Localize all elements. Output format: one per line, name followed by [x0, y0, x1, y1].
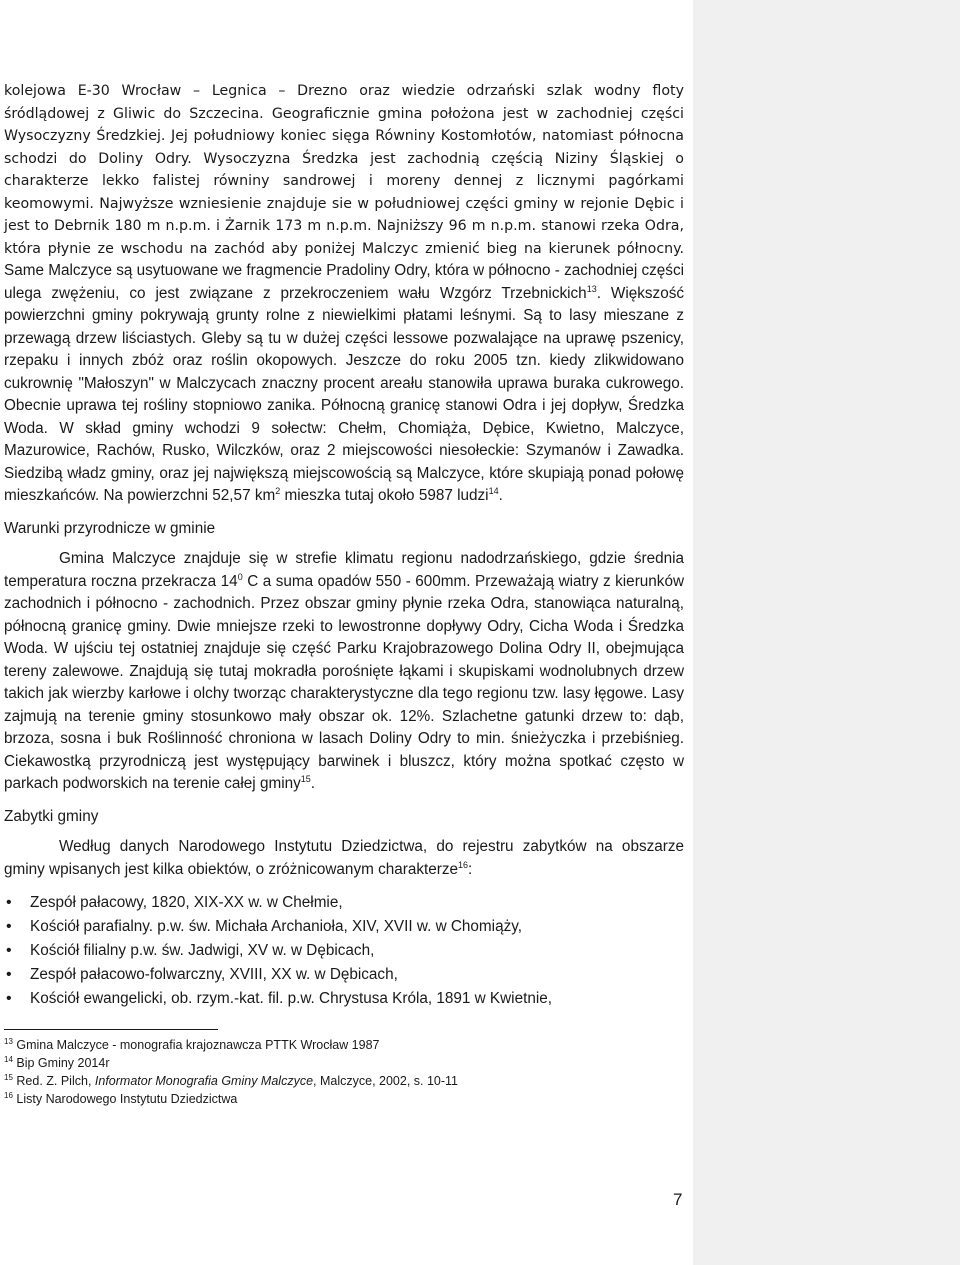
paragraph-text: .	[498, 487, 503, 504]
footnote-text: , Malczyce, 2002, s. 10-11	[313, 1074, 459, 1088]
footnote-separator	[4, 1029, 218, 1030]
paragraph-text: Wysoczyzna Średzka jest zachodnią częścią Niziny Śląskiej o charakterze lekko falistej równiny sandrowej i moreny dennej z licznymi pagórkami keomowymi. Najwyższe wzniesienie znajduje sie w południowej części gminy w rejonie Dębic i jest to Debrnik 180 m n.p.m. i Żarnik 173 m n.p.m. Najniższy 96 m n.p.m. stanowi rzeka Odra, która płynie ze wschodu na zachód aby poniżej Malczyc zmienić bieg na kierunek północny.	[4, 150, 684, 257]
footnote-number: 14	[4, 1054, 13, 1064]
footnote-ref: 16	[458, 859, 469, 870]
paragraph-text: kolejowa E-30 Wrocław – Legnica – Drezno oraz wiedzie odrzański szlak wodny floty śródlądowej z Gliwic do Szczecina. Geograficznie gmina położona jest w zachodniej części Wysoczyzny Średzkiej. Jej południowy koniec sięga Równiny Kostomłotów, natomiast północna schodzi do Doliny Odry.	[4, 83, 684, 167]
footnote	[4, 1072, 684, 1090]
paragraph-text: Same Malczyce są usytuowane we fragmencie Pradoliny Odry, która w północno - zachodniej części ulega zwężeniu, co jest związane z przekroczeniem wału Wzgórz Trzebnickich	[4, 262, 684, 302]
list-item: • Kościół filialny p.w. św. Jadwigi, XV w. w Dębicach,	[4, 939, 684, 963]
section-heading: Warunki przyrodnicze w gminie	[4, 519, 216, 537]
paragraph-text: :	[468, 860, 473, 878]
footnote	[4, 1090, 684, 1108]
paragraph-nature	[4, 548, 684, 796]
paragraph-geography	[4, 80, 684, 508]
comment-sidebar	[693, 0, 960, 1265]
list-item: • Kościół ewangelicki, ob. rzym.-kat. fil. p.w. Chrystusa Króla, 1891 w Kwietnie,	[4, 987, 684, 1011]
footnote-number: 16	[4, 1090, 13, 1100]
footnote-ref: 13	[586, 283, 597, 294]
footnote-number: 15	[4, 1072, 13, 1082]
list-item: • Kościół parafialny. p.w. św. Michała Archanioła, XIV, XVII w. w Chomiąży,	[4, 915, 684, 939]
section-heading: Zabytki gminy	[4, 807, 99, 825]
paragraph-text: Według danych Narodowego Instytutu Dziedzictwa, do rejestru zabytków na obszarze gminy wpisanych jest kilka obiektów, o zróżnicowanym charakterze	[4, 838, 684, 878]
paragraph-text: . Większość powierzchni gminy pokrywają grunty rolne z niewielkimi płatami leśnymi. Są to lasy mieszane z przewagą drzew liściastych. Gleby są tu w dużej części lessowe pozwalające na uprawę pszenicy, rzepaku i innych zbóż oraz roślin okopowych. Jeszcze do roku 2005 tzn. kiedy zlikwidowano cukrownię "Małoszyn" w Malczycach znaczny procent areału stanowiła uprawa buraka cukrowego. Obecnie uprawa tej rośliny stopniowo zanika. Północną granicę stanowi Odra i jej dopływ, Średzka Woda. W skład gminy wchodzi 9 sołectw: Chełm, Chomiąża, Dębice, Kwietno, Malczyce, Mazurowice, Rachów, Rusko, Wilczków, oraz 2 miejscowości niesołeckie: Szymanów i Zawadka. Siedzibą władz gminy, oraz jej największą miejscowością są Malczyce, które skupiają ponad połowę mieszkańców. Na powierzchni 52,57 km	[4, 284, 684, 504]
list-item: • Zespół pałacowo-folwarczny, XVIII, XX w. w Dębicach,	[4, 963, 684, 987]
footnote-number: 13	[4, 1036, 13, 1046]
footnote	[4, 1036, 684, 1054]
superscript: 0	[237, 571, 243, 582]
superscript: 2	[275, 485, 281, 496]
footnote-ref: 15	[300, 773, 311, 784]
list-item: • Zespół pałacowy, 1820, XIX-XX w. w Chełmie,	[4, 891, 684, 915]
monument-list	[4, 891, 684, 1011]
paragraph-text: C a suma opadów 550 - 600mm. Przeważają wiatry z kierunków zachodnich i północno - zachodnich. Przez obszar gminy płynie rzeka Odra, stanowiąca naturalną, północną granicę gminy. Dwie mniejsze rzeki to lewostronne dopływy Odry, Cicha Woda i Średzka Woda. W ujściu tej ostatniej znajduje się część Parku Krajobrazowego Dolina Odry II, obejmująca tereny zalewowe. Znajdują się tutaj mokradła porośnięte łąkami i skupiskami wodnolubnych drzew takich jak wierzby karłowe i olchy tworząc charakterystyczne dla tego regionu tzw. lasy łęgowe. Lasy zajmują na terenie gminy stosunkowo mały obszar ok. 12%. Szlachetne gatunki drzew to: dąb, brzoza, sosna i buk Roślinność chroniona w lasach Doliny Odry to min. śnieżyczka i przebiśnieg. Ciekawostką przyrodniczą jest występujący barwinek i bluszcz, który można spotkać często w parkach podworskich na terenie całej gminy	[4, 572, 685, 792]
footnote-text: Bip Gminy 2014r	[16, 1056, 110, 1070]
footnote	[4, 1054, 684, 1072]
paragraph-text: .	[310, 775, 316, 792]
paragraph-text: Gmina Malczyce znajduje się w strefie klimatu regionu nadodrzańskiego, gdzie średnia temperatura roczna przekracza 14	[4, 550, 684, 590]
footnote-text: Gmina Malczyce - monografia krajoznawcza PTTK Wrocław 1987	[16, 1038, 380, 1052]
document-page	[4, 80, 684, 1108]
paragraph-monuments	[4, 836, 684, 881]
paragraph-text: mieszka tutaj około 5987 ludzi	[280, 487, 489, 504]
page-number: 7	[673, 1190, 683, 1209]
footnote-ref: 14	[488, 485, 499, 496]
footnote-title: Informator Monografia Gminy Malczyce	[94, 1074, 314, 1088]
footnote-text: Red. Z. Pilch,	[16, 1074, 95, 1088]
footnote-text: Listy Narodowego Instytutu Dziedzictwa	[16, 1092, 238, 1106]
